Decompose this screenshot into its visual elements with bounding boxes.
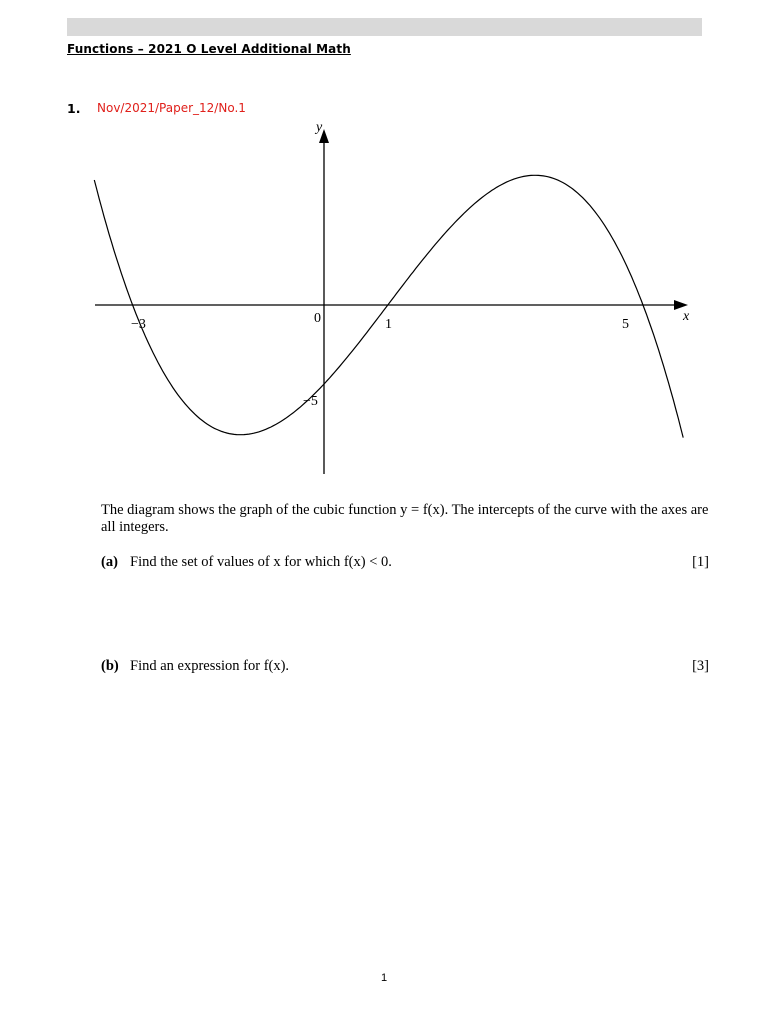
question-source: Nov/2021/Paper_12/No.1 (97, 101, 246, 115)
cubic-graph (0, 0, 768, 500)
question-number: 1. (67, 101, 81, 116)
x-tick-label: 1 (385, 317, 392, 332)
x-axis-label: x (683, 309, 690, 324)
x-tick-label: −3 (131, 317, 146, 332)
part-b (101, 658, 711, 675)
part-a-label: (a) (101, 554, 118, 570)
curve-f (94, 175, 683, 437)
part-b-text: Find an expression for f(x). (130, 658, 290, 674)
document-title: Functions – 2021 O Level Additional Math (67, 42, 351, 56)
part-b-label: (b) (101, 658, 119, 674)
y-tick-label: −5 (303, 394, 318, 409)
part-a (101, 554, 711, 571)
x-tick-label: 5 (622, 317, 629, 332)
y-axis-label: y (316, 120, 323, 135)
part-b-marks: [3] (692, 658, 709, 674)
part-a-marks: [1] (692, 554, 709, 570)
page-number: 1 (380, 972, 388, 984)
origin-label: 0 (314, 311, 321, 326)
question-intro: The diagram shows the graph of the cubic function y = f(x). The intercepts of the curve with the axes are all integers. (101, 502, 709, 535)
part-a-text: Find the set of values of x for which f(x) < 0. (130, 554, 392, 570)
